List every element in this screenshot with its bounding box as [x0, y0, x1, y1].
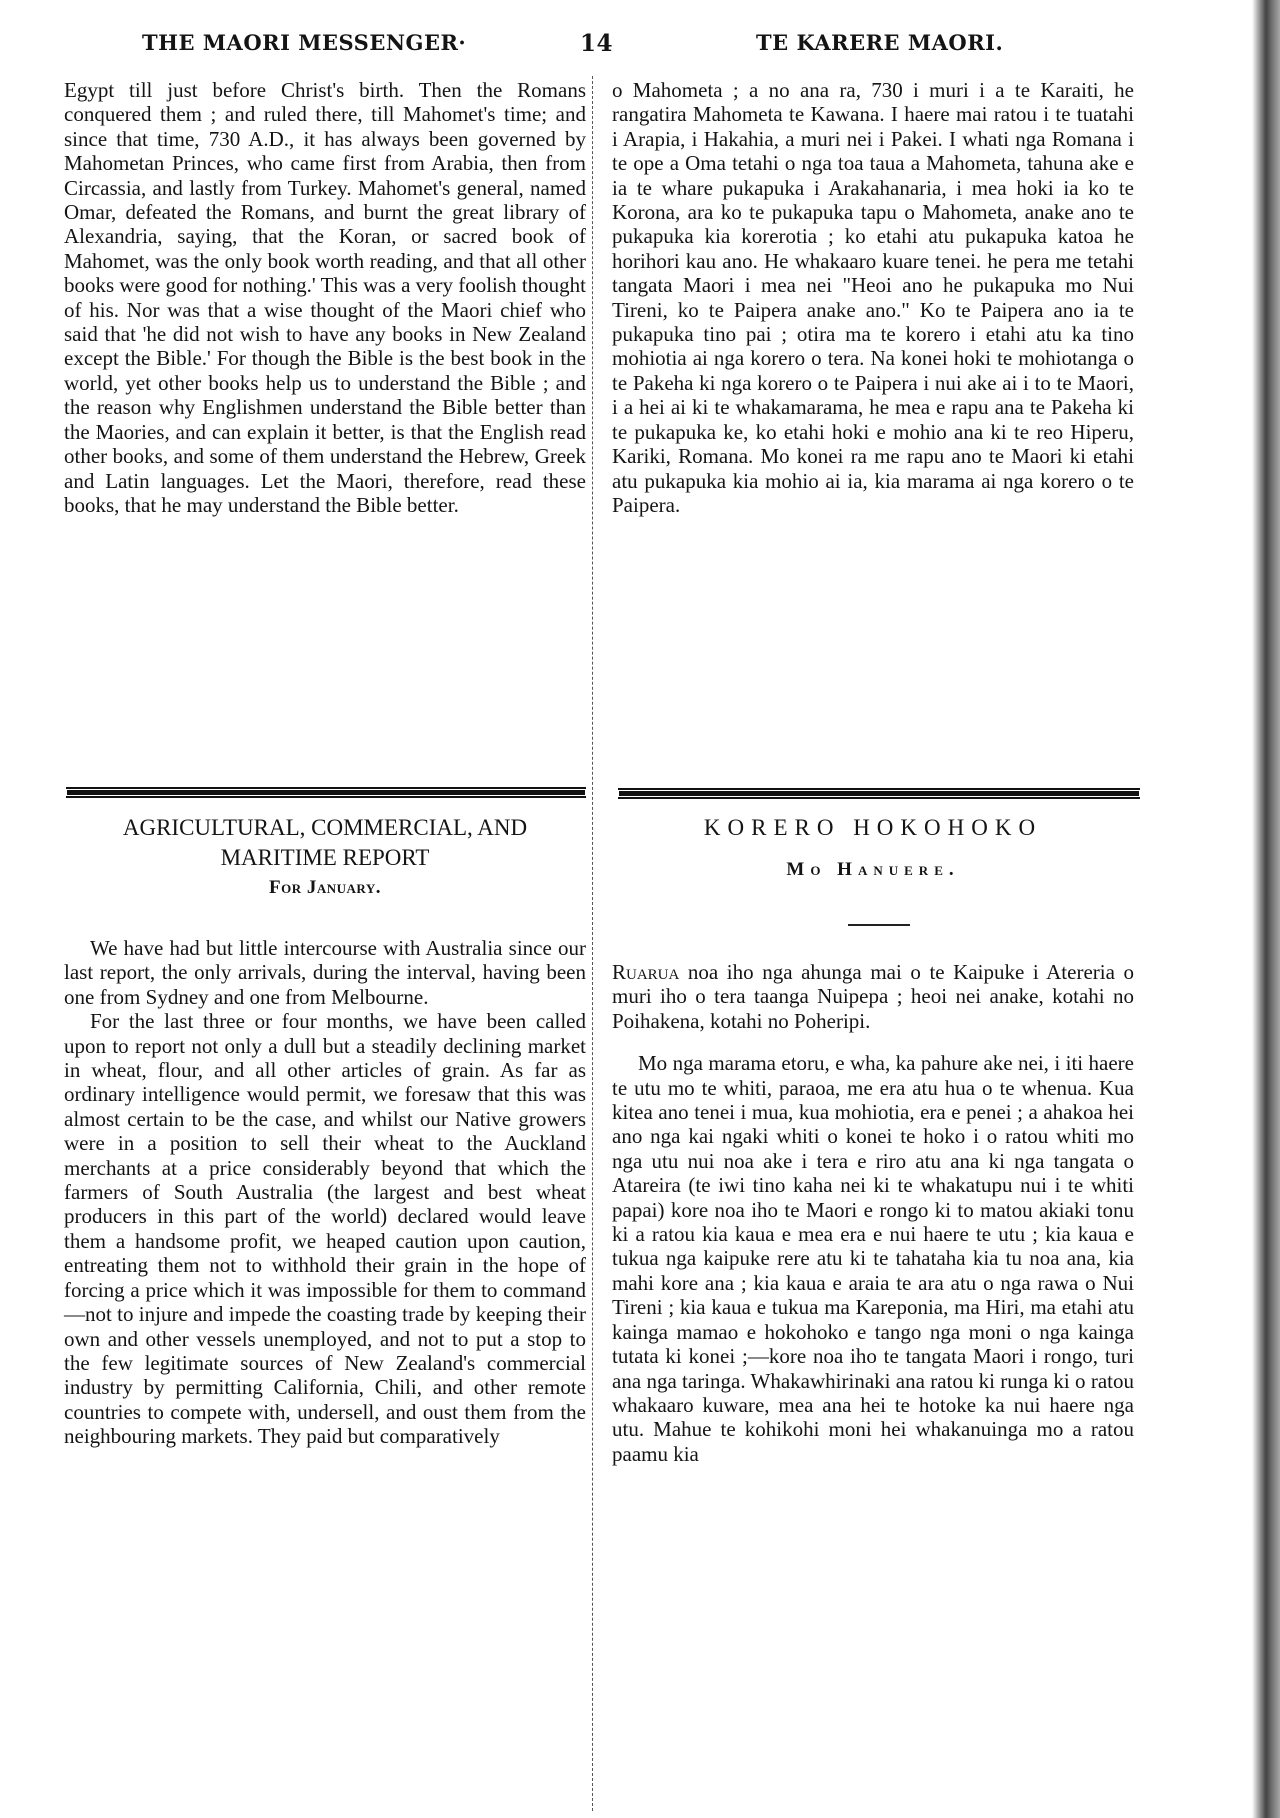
report-paragraph-2: For the last three or four months, we have been called upon to report not only a dull but a steadily declining market in wheat, flour, and all other articles of grain. As far as ordinary intelligence would permit, we foresaw that this was almost certain to be the case, and whilst our Native growers were in a position to sell their wheat to the Auckland merchants at a price considerably beyond that which the farmers of South Australia (the largest and best wheat producers in this part of the world) declared would leave them a handsome profit, we heaped caution upon caution, entreating them not to withhold their grain in the hope of forcing a price which it was impossible for them to command —not to injure and impede the coasting trade by keeping their own and other vessels unemployed, and not to put a stop to the few legitimate sources of New Zealand's commercial industry by permitting California, Chili, and other remote countries to compete with, undersell, and oust them from the neighbouring markets. They paid but comparatively	[64, 1009, 586, 1449]
heading-line-1: AGRICULTURAL, COMMERCIAL, AND	[122, 815, 528, 840]
maori-report-body	[612, 960, 1134, 1466]
maori-paragraph-2: Mo nga marama etoru, e wha, ka pahure ake nei, i iti haere te utu mo te whiti, paraoa, me era atu hua o te whenua. Kua kitea ano tenei i mua, kua mohiotia, era e penei ; a ahakoa hei ano nga kai ngaki whiti o konei te hoko i o ratou whiti mo nga utu nui noa ake i tera e riro atu ana ki nga tangata o Atareira (te iwi tino kaha nei ki te whakatupu nui i te whiti papai) kore noa iho te Maori e rongo ki to matou akiaki tonu ki a ratou kia kaua e mea era e nui haere te utu ; kia kaua e tukua nga kaipuke rere atu ki te tahataha kia tu noa ana, kia mahi kore ana ; kia kaua e araia te ara atu o nga rawa o Nui Tireni ; kia kaua e tukua ma Kareponia, ma Hiri, ma etahi atu kainga mamao e hokohoko e tango nga moni o nga kainga tutata ki konei ;—kore noa iho te tangata Maori i rongo, turi ana nga taringa. Whakawhirinaki ana ratou ki runga ki o ratou whakaaro kuware, mea ana hei te hotoke ka nui haere nga utu. Mahue te kohikohi moni hei whakanuinga mo a ratou paamu kia	[612, 1051, 1134, 1466]
maori-section-heading	[612, 813, 1134, 885]
report-paragraph-1: We have had but little intercourse with Australia since our last report, the only arrivals, during the interval, having been one from Sydney and one from Melbourne.	[64, 936, 586, 1009]
maori-paragraph-1	[612, 960, 1134, 1033]
maori-paragraph-1-text: noa iho nga ahunga mai o te Kaipuke i Atereria o muri iho o tera taanga Nuipepa ; heoi nei anake, kotahi no Poihakena, kotahi no Poheripi.	[612, 960, 1134, 1033]
english-column-top	[64, 78, 586, 517]
section-rule-right	[618, 788, 1140, 799]
column-divider	[592, 76, 593, 1811]
english-paragraph-continued: Egypt till just before Christ's birth. Then the Romans conquered them ; and ruled there, till Mahomet's time; and since that time, 730 A.D., it has always been governed by Mahometan Princes, who came first from Arabia, then from Circassia, and lastly from Turkey. Mahomet's general, named Omar, defeated the Romans, and burnt the great library of Alexandria, saying, that the Koran, or sacred book of Mahomet, was the only book worth reading, and that all other books were good for nothing.' This was a very foolish thought of his. Nor was that a wise thought of the Maori chief who said that 'he did not wish to have any books in New Zealand except the Bible.' For though the Bible is the best book in the world, yet other books help us to understand the Bible ; and the reason why Englishmen understand the Bible better than the Maories, and can explain it better, is that the English read other books, and some of them understand the Hebrew, Greek and Latin languages. Let the Maori, therefore, read these books, that he may understand the Bible better.	[64, 78, 586, 517]
english-section-heading	[64, 813, 586, 903]
heading-subtitle: For January.	[269, 877, 381, 898]
page-header	[60, 20, 1160, 64]
heading-short-rule	[848, 924, 910, 926]
heading-line-2: MARITIME REPORT	[220, 845, 430, 870]
header-english-title: THE MAORI MESSENGER·	[142, 30, 467, 55]
section-rule-left	[66, 787, 586, 798]
page-number: 14	[580, 30, 614, 57]
maori-column-top	[612, 78, 1134, 517]
heading-subtitle: Mo Hanuere.	[786, 859, 960, 880]
header-maori-title: TE KARERE MAORI.	[756, 30, 1004, 55]
english-report-body	[64, 936, 586, 1449]
heading-title: KORERO HOKOHOKO	[703, 815, 1043, 840]
maori-paragraph-continued: o Mahometa ; a no ana ra, 730 i muri i a te Karaiti, he rangatira Mahometa te Kawana. I haere mai ratou i te tuatahi i Arapia, i Hakahia, a muri nei i Pakei. I whati nga Romana i te ope a Oma tetahi o nga toa taua a Mahometa, tahuna ake e ia te whare pukapuka i Arakahanaria, i mea hoki ia ko te Korona, ara ko te pukapuka tapu o Mahometa, anake ano te pukapuka kia korerotia ; ko etahi atu pukapuka katoa he horihori kau ano. He whakaaro kuare tenei. he pera me tetahi tangata Maori i mea nei "Heoi ano he pukapuka mo Nui Tireni, ko te Paipera anake ano." Ko te Paipera ano ia te pukapuka tino pai ; otira ma te korero i etahi atu ka tino mohiotia ai nga korero o tera. Na konei hoki te mohiotanga o te Pakeha ki nga korero o te Paipera i nui ake ai i to te Maori, i a hei ai ki te whakamarama, he mea e rapu ana te Pakeha ki te pukapuka ke, ko etahi hoki e mohio ana ki te reo Hiperu, Kariki, Romana. Mo konei ra me rapu ano te Maori ki etahi atu pukapuka kia mohio ai ia, kia marama ai nga korero o te Paipera.	[612, 78, 1134, 517]
page-edge-scan-shadow	[1252, 0, 1280, 1818]
drop-word: Ruarua	[612, 960, 680, 984]
